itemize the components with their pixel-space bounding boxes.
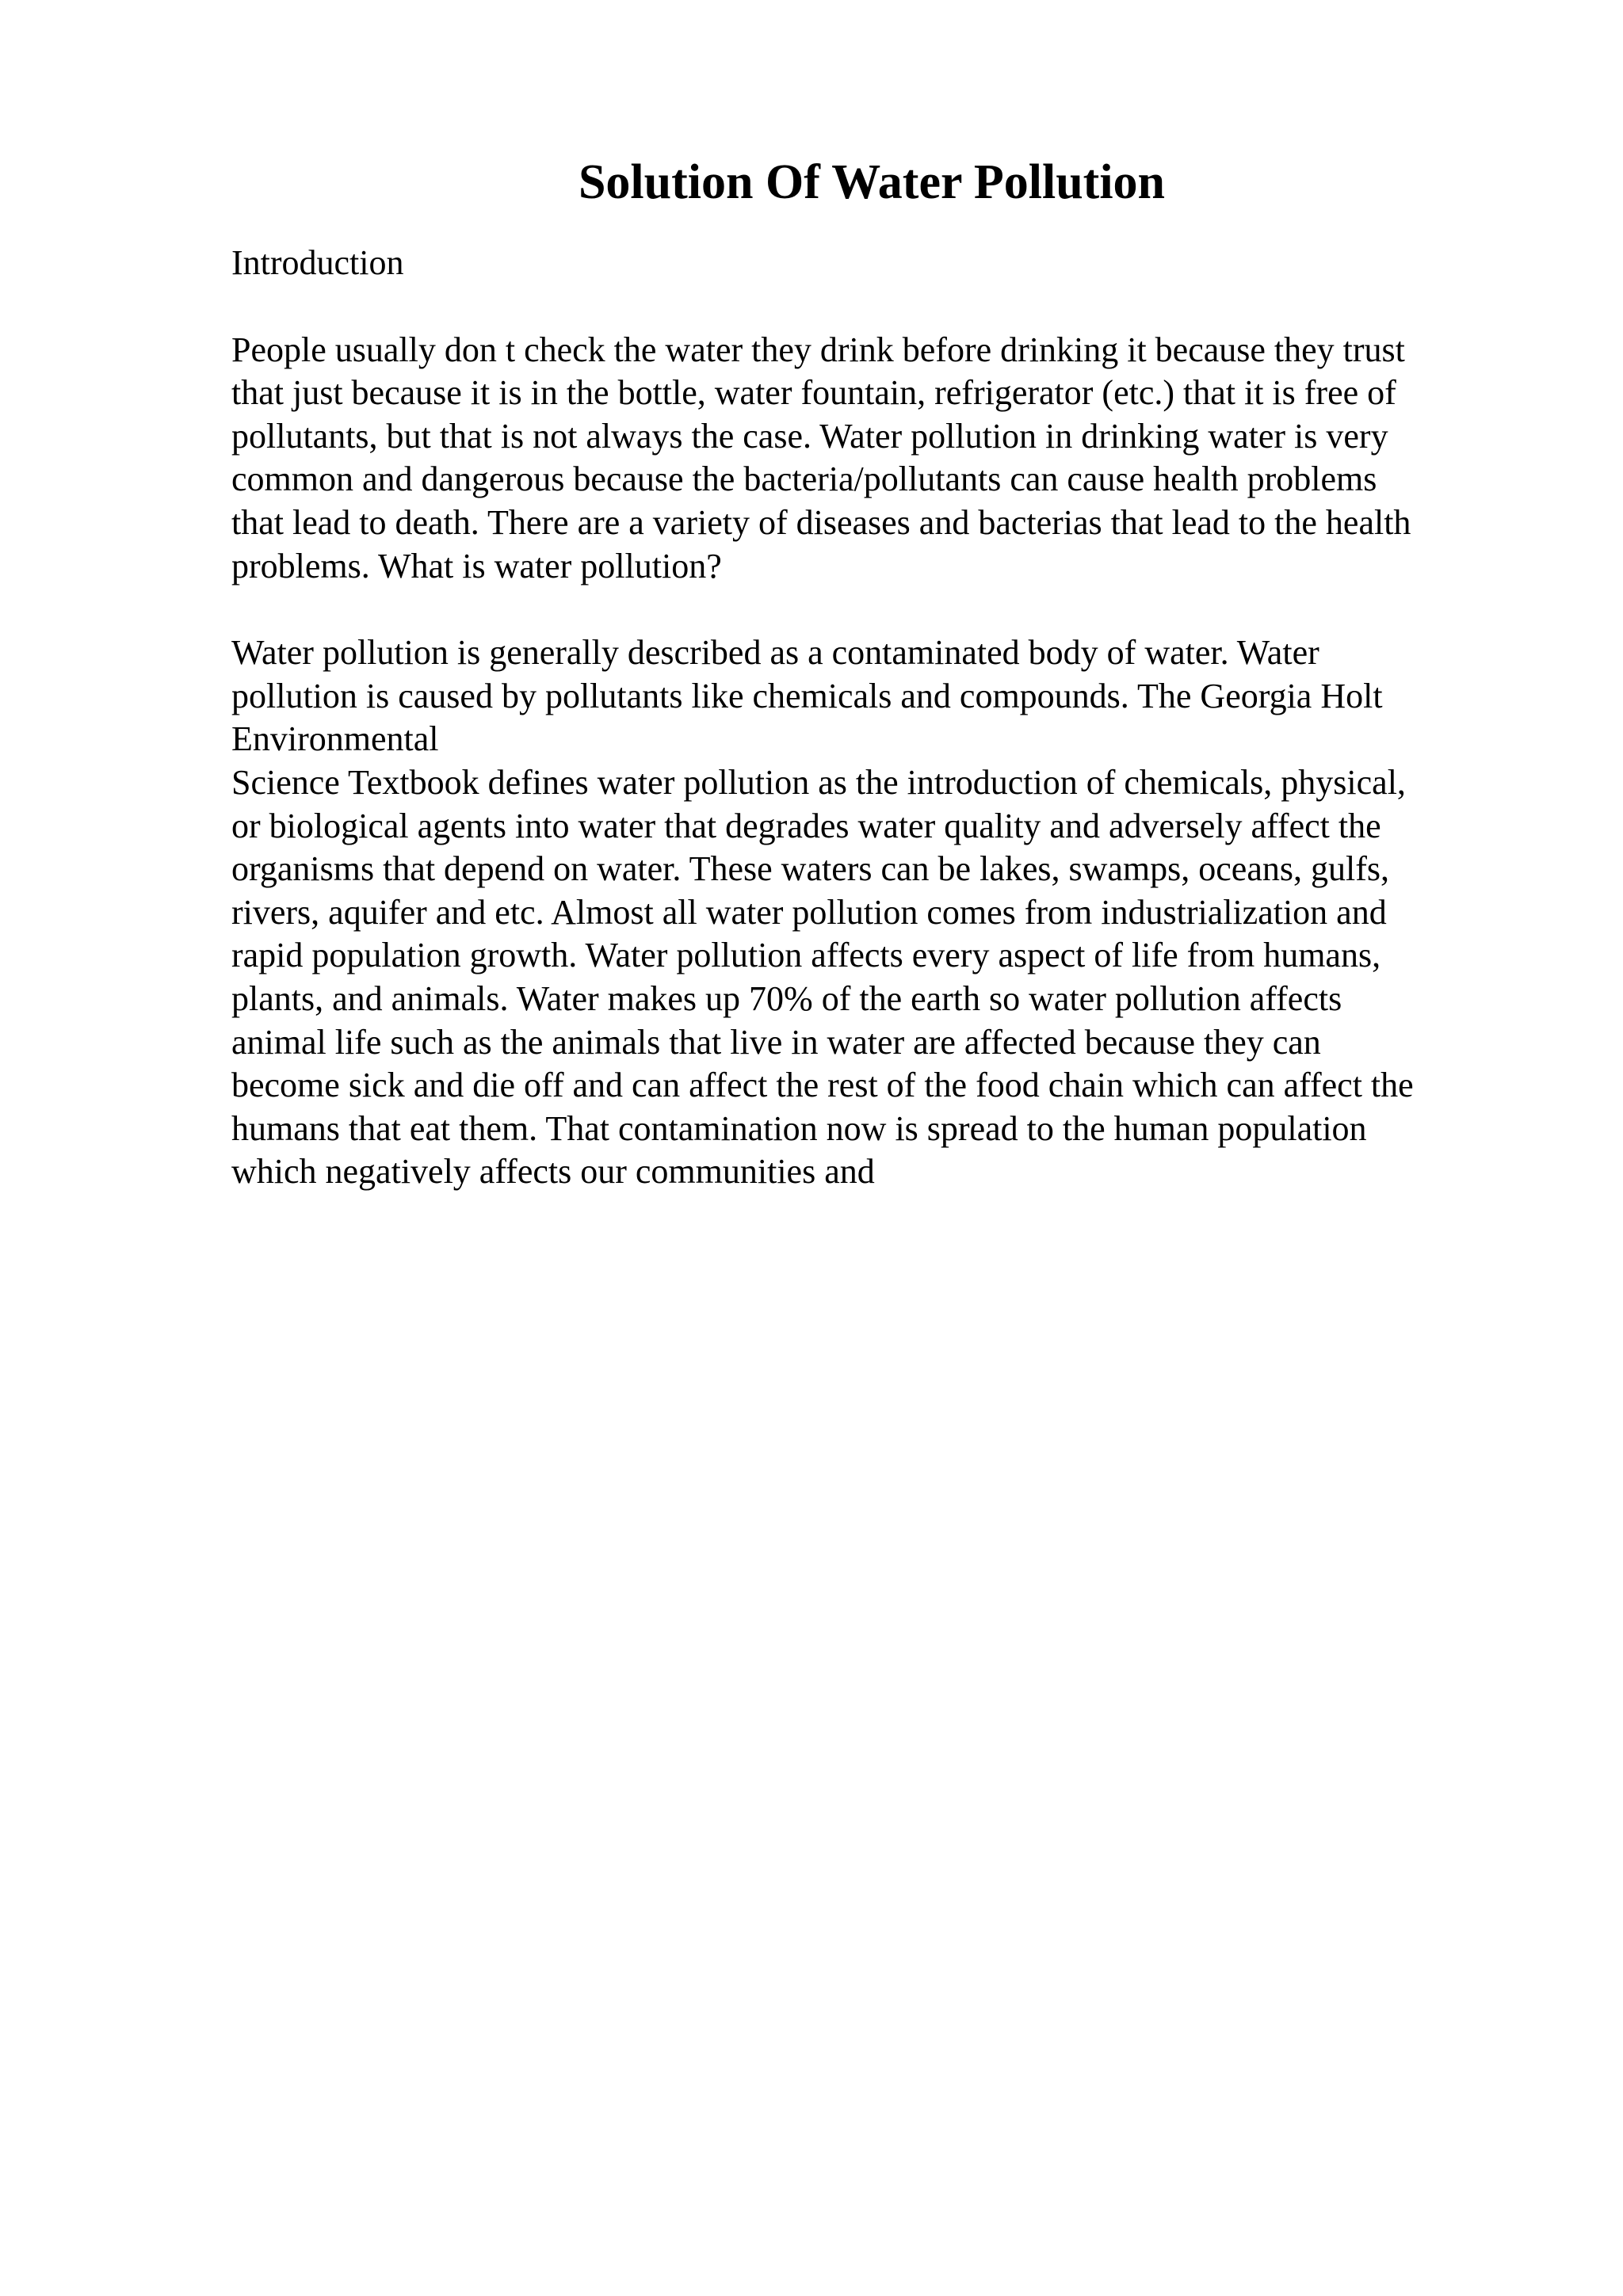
paragraph-2: Water pollution is generally described as a contaminated body of water. Water pollution is caused by pollutants like chemicals and compounds. The Georgia Holt Environmental Science Textbook defines water pollution as the introduction of chemicals, physical, or biological agents into water that degrades water quality and adversely affect the organisms that depend on water. These waters can be lakes, swamps, oceans, gulfs, rivers, aquifer and etc. Almost all water pollution comes from industrialization and rapid population growth. Water pollution affects every aspect of life from humans, plants, and animals. Water makes up 70% of the earth so water pollution affects animal life such as the animals that live in water are affected because they can become sick and die off and can affect the rest of the food chain which can affect the humans that eat them. That contamination now is spread to the human population which negatively affects our communities and <box>231 633 1414 1192</box>
document-title: Solution Of Water Pollution <box>578 155 1166 209</box>
section-heading: Introduction <box>231 243 404 282</box>
paragraph-1: People usually don t check the water they drink before drinking it because they trust that just because it is in the bottle, water fountain, refrigerator (etc.) that it is free of pollutants, but that is not always the case. Water pollution in drinking water is very common and dangerous because the bacteria/pollutants can cause health problems that lead to death. There are a variety of diseases and bacterias that lead to the health problems. What is water pollution? <box>231 330 1411 585</box>
document-body <box>231 242 1499 1238</box>
